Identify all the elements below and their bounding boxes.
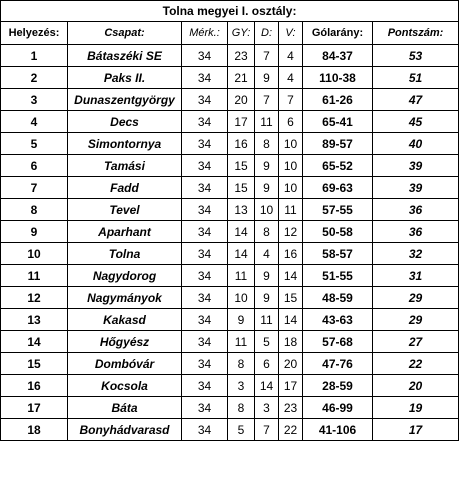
table-row bbox=[1, 243, 459, 265]
cell-team: Dombóvár bbox=[68, 353, 182, 375]
table-row bbox=[1, 353, 459, 375]
cell-points: 19 bbox=[373, 397, 459, 419]
cell-position: 13 bbox=[1, 309, 68, 331]
cell-lost: 14 bbox=[279, 265, 303, 287]
cell-points: 27 bbox=[373, 331, 459, 353]
cell-drawn: 6 bbox=[255, 353, 279, 375]
cell-goals: 61-26 bbox=[303, 89, 373, 111]
cell-played: 34 bbox=[182, 45, 228, 67]
cell-points: 22 bbox=[373, 353, 459, 375]
cell-lost: 10 bbox=[279, 155, 303, 177]
table-row bbox=[1, 155, 459, 177]
cell-lost: 4 bbox=[279, 67, 303, 89]
cell-drawn: 7 bbox=[255, 419, 279, 441]
cell-played: 34 bbox=[182, 419, 228, 441]
table-row bbox=[1, 221, 459, 243]
cell-position: 15 bbox=[1, 353, 68, 375]
cell-team: Bonyhádvarasd bbox=[68, 419, 182, 441]
cell-won: 5 bbox=[228, 419, 255, 441]
cell-points: 29 bbox=[373, 287, 459, 309]
cell-drawn: 4 bbox=[255, 243, 279, 265]
cell-position: 7 bbox=[1, 177, 68, 199]
cell-won: 10 bbox=[228, 287, 255, 309]
cell-lost: 16 bbox=[279, 243, 303, 265]
cell-goals: 51-55 bbox=[303, 265, 373, 287]
cell-position: 16 bbox=[1, 375, 68, 397]
cell-drawn: 9 bbox=[255, 67, 279, 89]
cell-team: Kakasd bbox=[68, 309, 182, 331]
cell-points: 32 bbox=[373, 243, 459, 265]
cell-won: 3 bbox=[228, 375, 255, 397]
header-played: Mérk.: bbox=[182, 22, 228, 45]
cell-played: 34 bbox=[182, 287, 228, 309]
cell-team: Simontornya bbox=[68, 133, 182, 155]
cell-drawn: 9 bbox=[255, 177, 279, 199]
cell-won: 21 bbox=[228, 67, 255, 89]
cell-goals: 57-68 bbox=[303, 331, 373, 353]
cell-played: 34 bbox=[182, 177, 228, 199]
cell-won: 14 bbox=[228, 221, 255, 243]
cell-position: 14 bbox=[1, 331, 68, 353]
cell-team: Aparhant bbox=[68, 221, 182, 243]
cell-points: 29 bbox=[373, 309, 459, 331]
cell-played: 34 bbox=[182, 243, 228, 265]
cell-team: Nagydorog bbox=[68, 265, 182, 287]
cell-position: 1 bbox=[1, 45, 68, 67]
table-row bbox=[1, 287, 459, 309]
cell-lost: 11 bbox=[279, 199, 303, 221]
cell-team: Paks II. bbox=[68, 67, 182, 89]
cell-goals: 46-99 bbox=[303, 397, 373, 419]
cell-goals: 65-52 bbox=[303, 155, 373, 177]
cell-goals: 65-41 bbox=[303, 111, 373, 133]
cell-goals: 48-59 bbox=[303, 287, 373, 309]
cell-position: 9 bbox=[1, 221, 68, 243]
cell-points: 39 bbox=[373, 155, 459, 177]
table-row bbox=[1, 419, 459, 441]
cell-drawn: 9 bbox=[255, 287, 279, 309]
cell-played: 34 bbox=[182, 89, 228, 111]
cell-played: 34 bbox=[182, 111, 228, 133]
header-team: Csapat: bbox=[68, 22, 182, 45]
table-row bbox=[1, 375, 459, 397]
cell-position: 6 bbox=[1, 155, 68, 177]
cell-points: 36 bbox=[373, 221, 459, 243]
table-row bbox=[1, 265, 459, 287]
cell-team: Dunaszentgyörgy bbox=[68, 89, 182, 111]
cell-played: 34 bbox=[182, 67, 228, 89]
cell-drawn: 7 bbox=[255, 89, 279, 111]
cell-position: 18 bbox=[1, 419, 68, 441]
cell-played: 34 bbox=[182, 353, 228, 375]
cell-won: 23 bbox=[228, 45, 255, 67]
cell-won: 15 bbox=[228, 177, 255, 199]
cell-lost: 17 bbox=[279, 375, 303, 397]
header-position: Helyezés: bbox=[1, 22, 68, 45]
table-row bbox=[1, 67, 459, 89]
cell-points: 47 bbox=[373, 89, 459, 111]
cell-points: 17 bbox=[373, 419, 459, 441]
cell-goals: 57-55 bbox=[303, 199, 373, 221]
cell-played: 34 bbox=[182, 221, 228, 243]
cell-lost: 4 bbox=[279, 45, 303, 67]
cell-drawn: 5 bbox=[255, 331, 279, 353]
cell-played: 34 bbox=[182, 397, 228, 419]
cell-team: Báta bbox=[68, 397, 182, 419]
standings-body bbox=[1, 1, 459, 441]
cell-goals: 58-57 bbox=[303, 243, 373, 265]
table-row bbox=[1, 111, 459, 133]
cell-points: 53 bbox=[373, 45, 459, 67]
cell-points: 45 bbox=[373, 111, 459, 133]
cell-position: 3 bbox=[1, 89, 68, 111]
cell-drawn: 11 bbox=[255, 309, 279, 331]
cell-won: 14 bbox=[228, 243, 255, 265]
header-goals: Gólarány: bbox=[303, 22, 373, 45]
cell-drawn: 10 bbox=[255, 199, 279, 221]
header-points: Pontszám: bbox=[373, 22, 459, 45]
cell-team: Bátaszéki SE bbox=[68, 45, 182, 67]
cell-lost: 12 bbox=[279, 221, 303, 243]
cell-position: 8 bbox=[1, 199, 68, 221]
cell-team: Tamási bbox=[68, 155, 182, 177]
cell-team: Fadd bbox=[68, 177, 182, 199]
cell-played: 34 bbox=[182, 331, 228, 353]
cell-team: Tolna bbox=[68, 243, 182, 265]
cell-drawn: 7 bbox=[255, 45, 279, 67]
cell-position: 4 bbox=[1, 111, 68, 133]
cell-won: 20 bbox=[228, 89, 255, 111]
cell-won: 13 bbox=[228, 199, 255, 221]
cell-goals: 89-57 bbox=[303, 133, 373, 155]
table-row bbox=[1, 45, 459, 67]
cell-played: 34 bbox=[182, 309, 228, 331]
cell-lost: 15 bbox=[279, 287, 303, 309]
cell-drawn: 8 bbox=[255, 221, 279, 243]
table-row bbox=[1, 177, 459, 199]
table-row bbox=[1, 397, 459, 419]
cell-position: 10 bbox=[1, 243, 68, 265]
cell-points: 40 bbox=[373, 133, 459, 155]
table-row bbox=[1, 199, 459, 221]
table-row bbox=[1, 331, 459, 353]
cell-team: Decs bbox=[68, 111, 182, 133]
cell-team: Hőgyész bbox=[68, 331, 182, 353]
cell-played: 34 bbox=[182, 265, 228, 287]
cell-position: 2 bbox=[1, 67, 68, 89]
header-drawn: D: bbox=[255, 22, 279, 45]
cell-won: 8 bbox=[228, 397, 255, 419]
table-row bbox=[1, 133, 459, 155]
cell-played: 34 bbox=[182, 155, 228, 177]
cell-drawn: 14 bbox=[255, 375, 279, 397]
cell-drawn: 8 bbox=[255, 133, 279, 155]
cell-goals: 84-37 bbox=[303, 45, 373, 67]
cell-position: 5 bbox=[1, 133, 68, 155]
cell-lost: 14 bbox=[279, 309, 303, 331]
cell-points: 20 bbox=[373, 375, 459, 397]
cell-drawn: 9 bbox=[255, 265, 279, 287]
cell-played: 34 bbox=[182, 375, 228, 397]
cell-points: 36 bbox=[373, 199, 459, 221]
header-lost: V: bbox=[279, 22, 303, 45]
cell-played: 34 bbox=[182, 199, 228, 221]
cell-won: 17 bbox=[228, 111, 255, 133]
cell-won: 11 bbox=[228, 331, 255, 353]
table-row bbox=[1, 309, 459, 331]
cell-won: 11 bbox=[228, 265, 255, 287]
title-row bbox=[1, 1, 459, 22]
cell-goals: 41-106 bbox=[303, 419, 373, 441]
cell-position: 11 bbox=[1, 265, 68, 287]
cell-won: 8 bbox=[228, 353, 255, 375]
cell-goals: 28-59 bbox=[303, 375, 373, 397]
cell-lost: 7 bbox=[279, 89, 303, 111]
header-row bbox=[1, 22, 459, 45]
cell-points: 51 bbox=[373, 67, 459, 89]
cell-won: 15 bbox=[228, 155, 255, 177]
cell-goals: 69-63 bbox=[303, 177, 373, 199]
cell-lost: 22 bbox=[279, 419, 303, 441]
cell-lost: 18 bbox=[279, 331, 303, 353]
cell-goals: 110-38 bbox=[303, 67, 373, 89]
cell-lost: 10 bbox=[279, 177, 303, 199]
cell-lost: 10 bbox=[279, 133, 303, 155]
cell-team: Nagymányok bbox=[68, 287, 182, 309]
table-row bbox=[1, 89, 459, 111]
cell-position: 17 bbox=[1, 397, 68, 419]
cell-lost: 23 bbox=[279, 397, 303, 419]
cell-lost: 6 bbox=[279, 111, 303, 133]
header-won: GY: bbox=[228, 22, 255, 45]
cell-points: 31 bbox=[373, 265, 459, 287]
cell-drawn: 11 bbox=[255, 111, 279, 133]
cell-won: 16 bbox=[228, 133, 255, 155]
table-title: Tolna megyei I. osztály: bbox=[1, 1, 459, 22]
cell-points: 39 bbox=[373, 177, 459, 199]
cell-team: Kocsola bbox=[68, 375, 182, 397]
cell-team: Tevel bbox=[68, 199, 182, 221]
cell-lost: 20 bbox=[279, 353, 303, 375]
cell-goals: 43-63 bbox=[303, 309, 373, 331]
cell-goals: 50-58 bbox=[303, 221, 373, 243]
cell-drawn: 3 bbox=[255, 397, 279, 419]
cell-goals: 47-76 bbox=[303, 353, 373, 375]
cell-position: 12 bbox=[1, 287, 68, 309]
cell-played: 34 bbox=[182, 133, 228, 155]
cell-drawn: 9 bbox=[255, 155, 279, 177]
cell-won: 9 bbox=[228, 309, 255, 331]
